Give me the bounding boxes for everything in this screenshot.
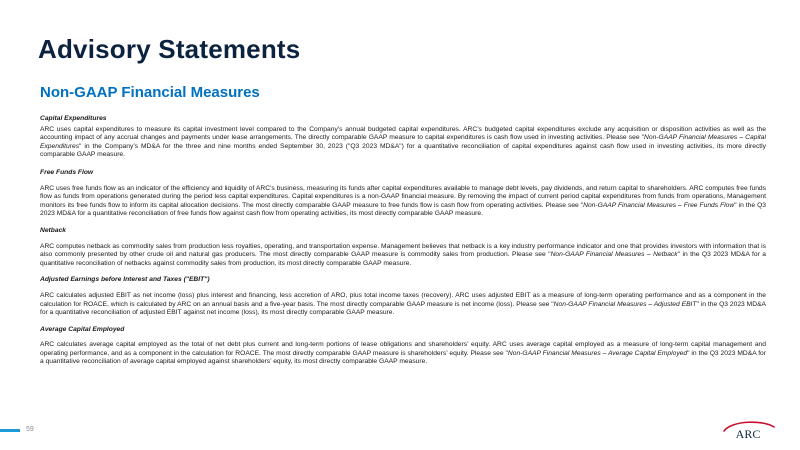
ebit-text-a: ARC calculates adjusted EBIT as net income (loss) plus interest and financing, less accretion of ARO, plus total income taxes (recovery). ARC uses adjusted EBIT as a measure of long-term operating performance and as a component in the calculation for ROACE, which is calculated by ARC on an annual basis and a five-year basis. The most directly comparable GAAP measure is net income (loss). Please see " — [40, 291, 766, 308]
netback-text-b: " in the Q3 2023 MD&A for a quantitative reconciliation of netbacks against commodity sales from production, its most directly comparable GAAP measure. — [40, 251, 766, 267]
ffflow-text-italic: Non-GAAP Financial Measures – Free Funds Flow — [583, 201, 735, 209]
advisory-content — [40, 115, 766, 375]
page-accent-bar — [0, 429, 20, 432]
arc-logo — [718, 418, 778, 442]
page-number: 59 — [26, 426, 34, 433]
logo-text: ARC — [735, 427, 761, 441]
capex-text-b: " in the Company’s MD&A for the three and nine months ended September 30, 2023 ("Q3 2023 MD&A") for a quantitative reconciliation of capital expenditures against cash flow used in investing activities, its more directly comparable GAAP measure. — [40, 142, 766, 159]
netback-text-a: ARC computes netback as commodity sales from production less royalties, operating, and transportation expense. Management believes that netback is a key industry performance indicator and one that provides investors with information that is also commonly presented by other crude oil and natural gas producers. The most directly comparable GAAP measure is commodity sales from production. Please see " — [40, 242, 766, 259]
page-title: Advisory Statements — [38, 34, 301, 64]
ace-text-b: " in the Q3 2023 MD&A for a quantitative reconciliation of average capital employed against shareholders’ equity, its most directly comparable GAAP measure. — [40, 349, 767, 366]
ffflow-paragraph — [40, 185, 766, 219]
ace-paragraph — [40, 341, 766, 367]
netback-paragraph — [40, 243, 766, 269]
ffflow-text-a: ARC uses free funds flow as an indicator of the efficiency and liquidity of ARC’s business, measuring its funds after capital expenditures available to manage debt levels, pay dividends, and return capital to shareholders. ARC computes free funds flow as funds from operations generated during the period less capital expenditures. Capital expenditures is a non-GAAP financial measure. By removing the impact of current period capital expenditures from funds from operations, Management monitors its free funds flow to inform its capital allocation decisions. The most directly comparable GAAP measure to free funds flow is cash flow from operating activities. Please see " — [40, 184, 766, 209]
ace-text-italic: Non-GAAP Financial Measures – Average Capital Employed — [507, 349, 688, 357]
ebit-paragraph — [40, 292, 766, 318]
capex-heading: Capital Expenditures — [40, 115, 107, 122]
ebit-text-b: " in the Q3 2023 MD&A for a quantitative reconciliation of adjusted EBIT against net income (loss), its most directly comparable GAAP measure. — [40, 300, 766, 317]
ffflow-heading: Free Funds Flow — [40, 168, 94, 176]
ace-heading: Average Capital Employed — [40, 325, 125, 333]
netback-text-italic: Non-GAAP Financial Measures – Netback — [550, 251, 678, 259]
capex-paragraph — [40, 126, 766, 160]
ebit-heading: Adjusted Earnings before Interest and Taxes ("EBIT") — [40, 276, 210, 284]
ace-text-a: ARC calculates average capital employed as the total of net debt plus current and long-term portions of lease obligations and shareholders’ equity. ARC uses average capital employed as a measure of long-term capital management and operating performance, and as a component in the calculation for ROACE. The most directly comparable GAAP measure is shareholders’ equity. Please see " — [40, 341, 766, 357]
netback-heading: Netback — [40, 226, 67, 234]
capex-text-italic: Non-GAAP Financial Measures – Capital Expenditures — [40, 134, 766, 150]
section-subtitle: Non-GAAP Financial Measures — [40, 84, 260, 101]
ffflow-text-b: " in the Q3 2023 MD&A for a quantitative reconciliation of free funds flow against cash flow from operating activities, its most directly comparable GAAP measure. — [40, 201, 766, 218]
ebit-text-italic: Non-GAAP Financial Measures – Adjusted EBIT — [553, 300, 697, 308]
capex-text-a: ARC uses capital expenditures to measure its capital investment level compared to the Company’s annual budgeted capital expenditures. ARC’s budgeted capital expenditures exclude any acquisition or disposition activities as well as the accounting impact of any accrual changes and payments under lease arrangements. The directly comparable GAAP measure to capital expenditures is cash flow used in investing activities. Please see " — [40, 125, 766, 142]
